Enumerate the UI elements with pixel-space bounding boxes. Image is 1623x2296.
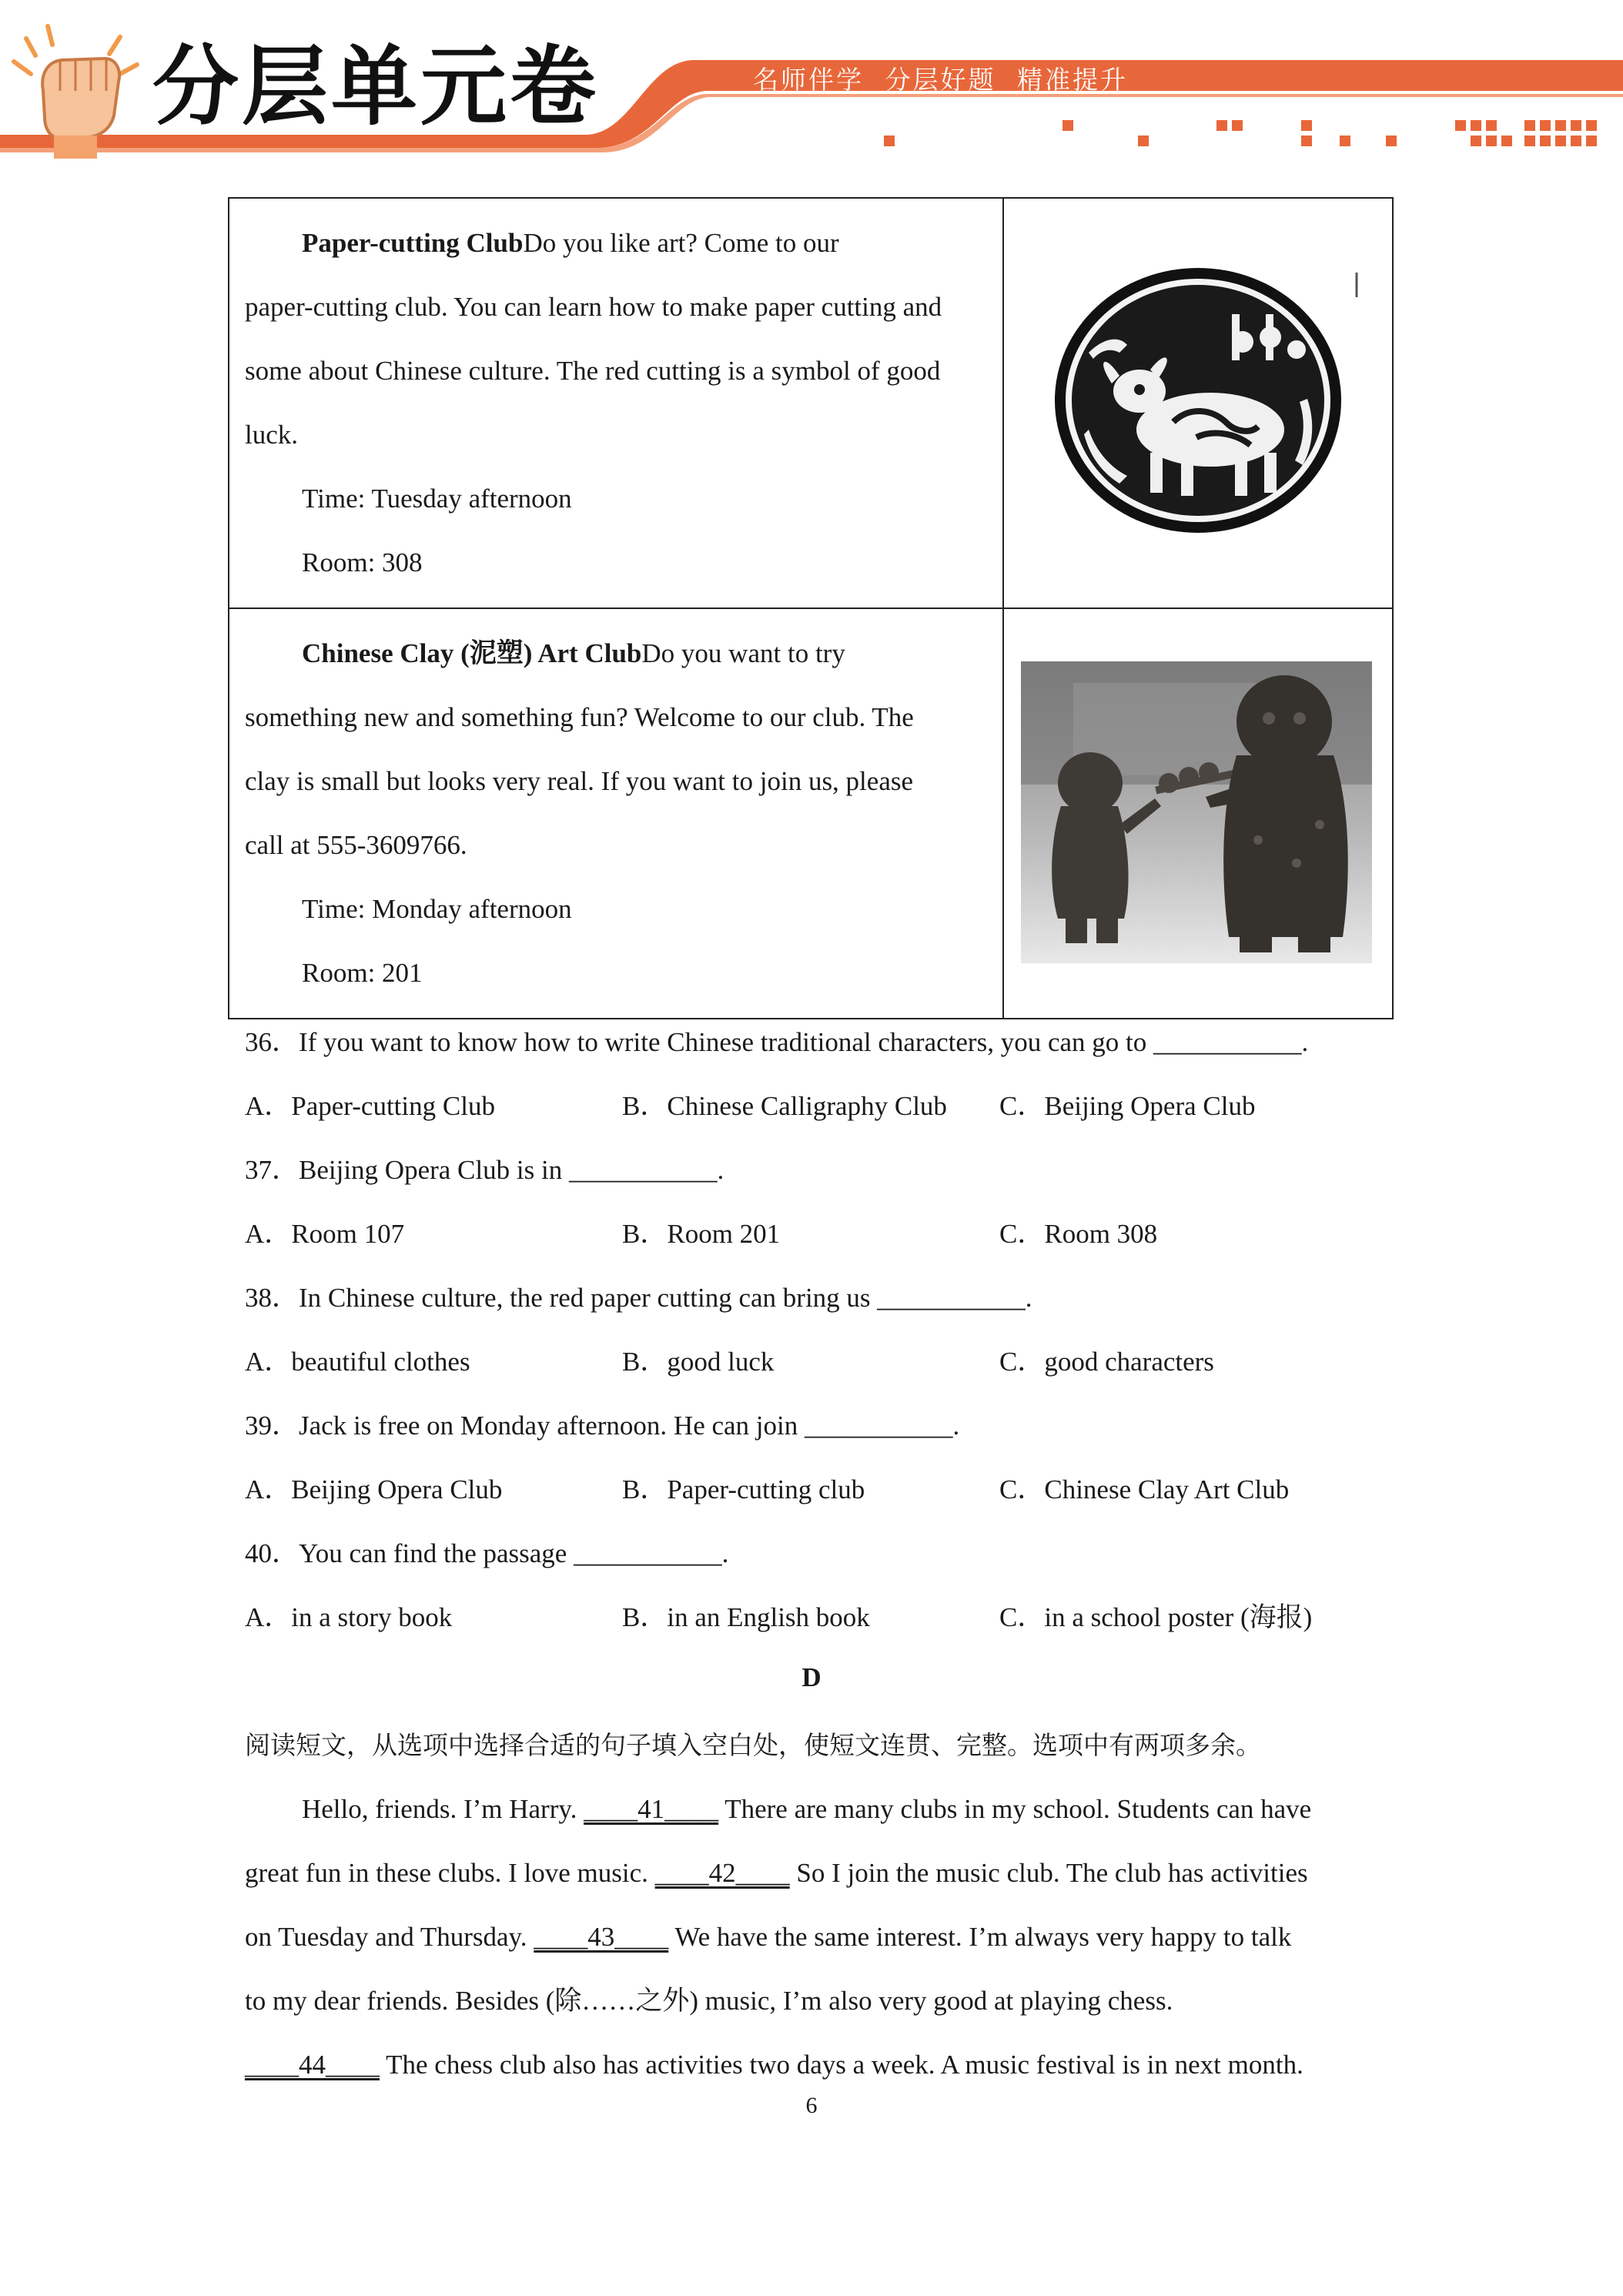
club-description bbox=[229, 198, 1003, 608]
option-b: B．good luck bbox=[622, 1347, 775, 1377]
club-room: Room: 308 bbox=[302, 547, 423, 577]
club-lead-line bbox=[245, 211, 989, 275]
option-b: B．in an English book bbox=[622, 1602, 870, 1632]
blank-42: ____42____ bbox=[654, 1858, 790, 1888]
paper-cutting-ox-image bbox=[1004, 199, 1392, 604]
club-lead: Do you want to try bbox=[641, 638, 845, 668]
option-a: A．Beijing Opera Club bbox=[245, 1474, 503, 1504]
club-body-line: call at 555-3609766. bbox=[245, 830, 467, 860]
page-number: 6 bbox=[805, 2093, 818, 2118]
option-b: B．Chinese Calligraphy Club bbox=[622, 1091, 947, 1121]
clay-image-cell bbox=[1003, 608, 1393, 1019]
option-b: B．Room 201 bbox=[622, 1219, 781, 1249]
question-37: 37．Beijing Opera Club is in ___________. bbox=[245, 1155, 724, 1185]
page-header bbox=[0, 0, 1623, 162]
question-36: 36．If you want to know how to write Chinese traditional characters, you can go to ___________. bbox=[245, 1027, 1309, 1057]
club-lead: Do you like art? Come to our bbox=[523, 228, 839, 258]
club-name: Paper-cutting Club bbox=[302, 228, 524, 258]
club-table bbox=[228, 197, 1394, 1019]
option-b: B．Paper-cutting club bbox=[622, 1474, 865, 1504]
question-38: 38．In Chinese culture, the red paper cutting can bring us ___________. bbox=[245, 1283, 1032, 1313]
club-body-line: something new and something fun? Welcome to our club. The bbox=[245, 702, 914, 732]
option-c: C．Beijing Opera Club bbox=[999, 1091, 1256, 1121]
option-a: A．in a story book bbox=[245, 1602, 453, 1632]
question-40: 40．You can find the passage ___________. bbox=[245, 1538, 729, 1568]
question-39: 39．Jack is free on Monday afternoon. He can join ___________. bbox=[245, 1411, 960, 1441]
paper-cutting-image-cell bbox=[1003, 198, 1393, 608]
club-lead-line bbox=[245, 621, 989, 685]
club-room: Room: 201 bbox=[302, 958, 423, 988]
blank-44: ____44____ bbox=[245, 2050, 380, 2080]
passage-line: great fun in these clubs. I love music. ____42____ So I join the music club. The club has activities bbox=[245, 1854, 1308, 1893]
section-d-heading: D bbox=[801, 1662, 822, 1692]
club-row bbox=[229, 608, 1393, 1019]
club-body-line: clay is small but looks very real. If you want to join us, please bbox=[245, 766, 914, 796]
club-body-line: paper-cutting club. You can learn how to make paper cutting and bbox=[245, 292, 942, 322]
club-row bbox=[229, 198, 1393, 608]
option-c: C．in a school poster (海报) bbox=[999, 1602, 1313, 1632]
passage-line: Hello, friends. I’m Harry. ____41____ There are many clubs in my school. Students can have bbox=[302, 1790, 1311, 1829]
option-a: A．Paper-cutting Club bbox=[245, 1091, 495, 1121]
club-name: Chinese Clay (泥塑) Art Club bbox=[302, 638, 642, 668]
club-body-line: some about Chinese culture. The red cutting is a symbol of good bbox=[245, 356, 941, 386]
option-c: C．Room 308 bbox=[999, 1219, 1158, 1249]
option-c: C．Chinese Clay Art Club bbox=[999, 1474, 1290, 1504]
section-d-instruction: 阅读短文，从选项中选择合适的句子填入空白处，使短文连贯、完整。选项中有两项多余。 bbox=[245, 1730, 1261, 1760]
clay-figures-photo bbox=[1004, 609, 1392, 1014]
blank-41: ____41____ bbox=[584, 1794, 719, 1824]
passage-line: ____44____ The chess club also has activities two days a week. A music festival is in next month. bbox=[245, 2046, 1303, 2084]
blank-43: ____43____ bbox=[534, 1922, 669, 1952]
option-c: C．good characters bbox=[999, 1347, 1214, 1377]
passage-line: to my dear friends. Besides (除……之外) music, I’m also very good at playing chess. bbox=[245, 1986, 1173, 2016]
option-a: A．beautiful clothes bbox=[245, 1347, 470, 1377]
option-a: A．Room 107 bbox=[245, 1219, 405, 1249]
passage-line: on Tuesday and Thursday. ____43____ We have the same interest. I’m always very happy to talk bbox=[245, 1918, 1291, 1956]
club-time: Time: Tuesday afternoon bbox=[302, 484, 572, 514]
club-time: Time: Monday afternoon bbox=[302, 894, 572, 924]
club-description bbox=[229, 608, 1003, 1019]
club-body-line: luck. bbox=[245, 420, 299, 450]
header-slogan: 名师伴学 分层好题 精准提升 bbox=[753, 65, 1128, 95]
brand-title: 分层单元卷 bbox=[152, 37, 599, 137]
